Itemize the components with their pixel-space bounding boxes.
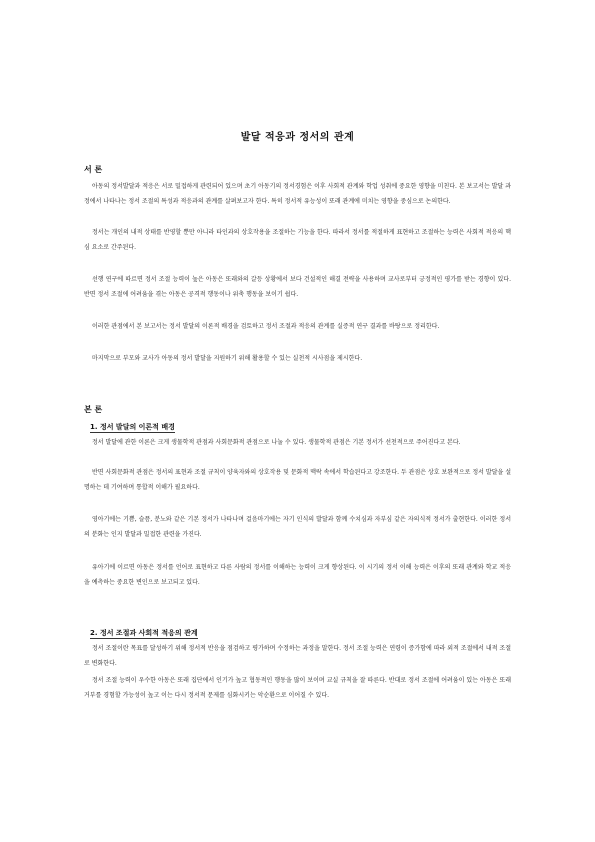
paragraph: 반면 사회문화적 관점은 정서의 표현과 조절 규칙이 양육자와의 상호작용 및 문화적 맥락 속에서 학습된다고 강조한다. 두 관점은 상호 보완적으로 정서 발달을 설명하는 데 기여하며 통합적 이해가 필요하다. <box>84 469 511 491</box>
paragraph: 마지막으로 부모와 교사가 아동의 정서 발달을 지원하기 위해 활용할 수 있는 실천적 시사점을 제시한다. <box>92 355 363 362</box>
paragraph: 유아기에 이르면 아동은 정서를 언어로 표현하고 다른 사람의 정서를 이해하는 능력이 크게 향상된다. 이 시기의 정서 이해 능력은 이후의 또래 관계와 학교 적응을 예측하는 중요한 변인으로 보고되고 있다. <box>84 564 511 586</box>
subsection-heading-theory: 1. 정서 발달의 이론적 배경 <box>90 423 175 431</box>
subsection-heading-regulation: 2. 정서 조절과 사회적 적응의 관계 <box>90 629 198 637</box>
document-title: 발달 적응과 정서의 관계 <box>240 132 355 143</box>
section-heading-introduction: 서 론 <box>84 165 103 174</box>
paragraph: 정서 조절이란 목표를 달성하기 위해 정서적 반응을 점검하고 평가하며 수정하는 과정을 말한다. 정서 조절 능력은 연령이 증가함에 따라 외적 조절에서 내적 조절로 변화한다. <box>84 645 511 667</box>
paragraph: 선행 연구에 따르면 정서 조절 능력이 높은 아동은 또래와의 갈등 상황에서 보다 건설적인 해결 전략을 사용하며 교사로부터 긍정적인 평가를 받는 경향이 있다. 반면 정서 조절에 어려움을 겪는 아동은 공격적 행동이나 위축 행동을 보이기 쉽다. <box>84 276 511 298</box>
paragraph: 정서는 개인의 내적 상태를 반영할 뿐만 아니라 타인과의 상호작용을 조절하는 기능을 한다. 따라서 정서를 적절하게 표현하고 조절하는 능력은 사회적 적응의 핵심 요소로 간주된다. <box>84 229 511 251</box>
paragraph: 영아기에는 기쁨, 슬픔, 분노와 같은 기본 정서가 나타나며 걸음마기에는 자기 인식의 발달과 함께 수치심과 자부심 같은 자의식적 정서가 출현한다. 이러한 정서의 분화는 인지 발달과 밀접한 관련을 가진다. <box>84 516 511 538</box>
paragraph: 정서 발달에 관한 이론은 크게 생물학적 관점과 사회문화적 관점으로 나눌 수 있다. 생물학적 관점은 기본 정서가 선천적으로 주어진다고 본다. <box>92 439 461 446</box>
section-heading-body: 본 론 <box>84 405 103 414</box>
paragraph: 정서 조절 능력이 우수한 아동은 또래 집단에서 인기가 높고 협동적인 행동을 많이 보이며 교실 규칙을 잘 따른다. 반대로 정서 조절에 어려움이 있는 아동은 또래 거부를 경험할 가능성이 높고 이는 다시 정서적 문제를 심화시키는 악순환으로 이어질 수 있다. <box>84 677 511 699</box>
paragraph: 아동의 정서발달과 적응은 서로 밀접하게 관련되어 있으며 초기 아동기의 정서경험은 이후 사회적 관계와 학업 성취에 중요한 영향을 미친다. 본 보고서는 발달 과정에서 나타나는 정서 조절의 특성과 적응과의 관계를 살펴보고자 한다. 특히 정서적 유능성이 또래 관계에 미치는 영향을 중심으로 논의한다. <box>84 183 511 205</box>
paragraph: 이러한 관점에서 본 보고서는 정서 발달의 이론적 배경을 검토하고 정서 조절과 적응의 관계를 실증적 연구 결과를 바탕으로 정리한다. <box>92 323 440 330</box>
